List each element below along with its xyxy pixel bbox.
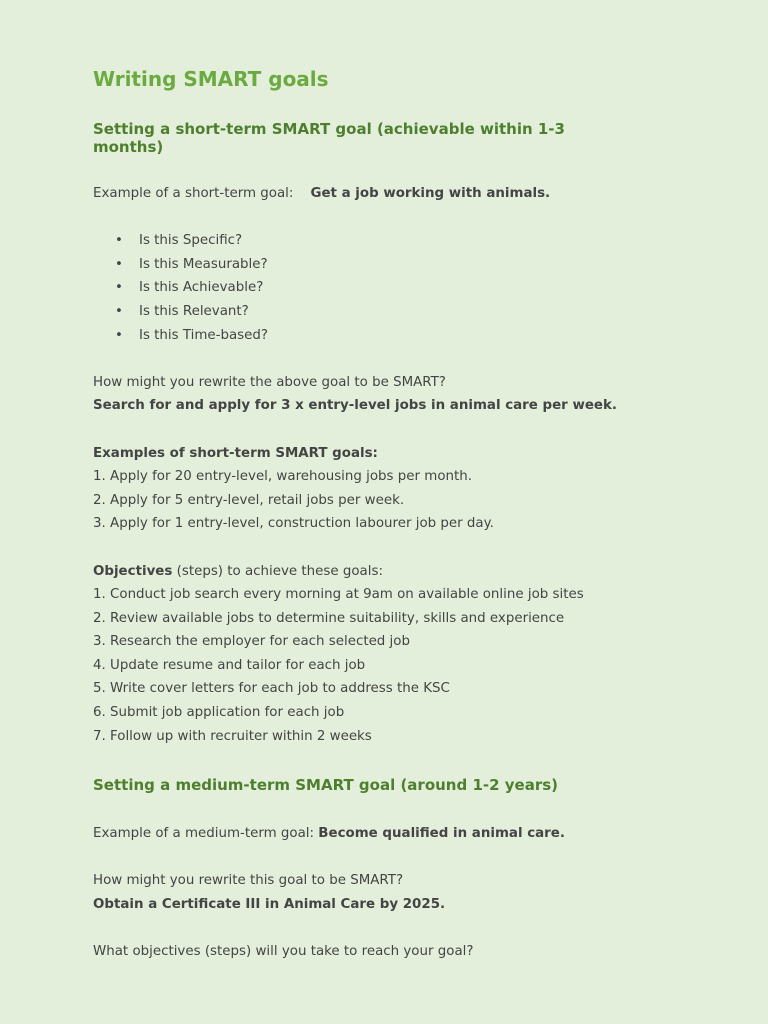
short-term-heading: Setting a short-term SMART goal (achievable within 1-3 months)	[93, 120, 565, 156]
objectives-label: Objectives	[93, 563, 173, 579]
short-term-rewrite-prompt: How might you rewrite the above goal to be SMART?	[93, 374, 446, 390]
bullet-icon: •	[115, 280, 123, 296]
objective-item: 7. Follow up with recruiter within 2 weeks	[93, 728, 372, 744]
objectives-intro	[93, 560, 693, 584]
objective-item: 4. Update resume and tailor for each job	[93, 657, 366, 673]
short-term-example-label: Example of a short-term goal:	[93, 186, 294, 201]
medium-term-example-goal: Become qualified in animal care.	[318, 826, 565, 842]
document-page	[93, 64, 693, 964]
short-term-rewrite-answer: Search for and apply for 3 x entry-level jobs in animal care per week.	[93, 398, 617, 414]
bullet-icon: •	[115, 233, 123, 249]
example-goal-item: 2. Apply for 5 entry-level, retail jobs per week.	[93, 492, 405, 508]
bullet-icon: •	[115, 303, 123, 319]
medium-term-rewrite-prompt: How might you rewrite this goal to be SMART?	[93, 873, 404, 889]
objective-item: 3. Research the employer for each selected job	[93, 634, 410, 650]
objective-item: 5. Write cover letters for each job to address the KSC	[93, 681, 450, 697]
list-item: • Is this Achievable?	[115, 276, 693, 300]
medium-term-example	[93, 822, 693, 846]
bullet-icon: •	[115, 256, 123, 272]
medium-term-heading: Setting a medium-term SMART goal (around 1-2 years)	[93, 776, 559, 795]
list-item: • Is this Measurable?	[115, 253, 693, 277]
objectives-suffix: (steps) to achieve these goals:	[176, 563, 383, 579]
objective-item: 2. Review available jobs to determine suitability, skills and experience	[93, 610, 565, 626]
smart-questions-list	[93, 229, 693, 347]
list-item: • Is this Relevant?	[115, 300, 693, 324]
example-goal-item: 1. Apply for 20 entry-level, warehousing jobs per month.	[93, 469, 472, 485]
examples-heading: Examples of short-term SMART goals:	[93, 445, 378, 461]
medium-term-example-label: Example of a medium-term goal:	[93, 826, 315, 842]
objective-item: 6. Submit job application for each job	[93, 705, 345, 721]
list-item: • Is this Time-based?	[115, 324, 693, 348]
example-goal-item: 3. Apply for 1 entry-level, construction labourer job per day.	[93, 516, 494, 532]
short-term-example	[93, 182, 693, 206]
page-title: Writing SMART goals	[93, 67, 329, 91]
bullet-icon: •	[115, 327, 123, 343]
list-item: • Is this Specific?	[115, 229, 693, 253]
objective-item: 1. Conduct job search every morning at 9am on available online job sites	[93, 587, 584, 603]
medium-term-rewrite-answer: Obtain a Certificate III in Animal Care by 2025.	[93, 897, 446, 913]
short-term-example-goal: Get a job working with animals.	[310, 186, 551, 201]
medium-term-objectives-prompt: What objectives (steps) will you take to reach your goal?	[93, 944, 474, 960]
